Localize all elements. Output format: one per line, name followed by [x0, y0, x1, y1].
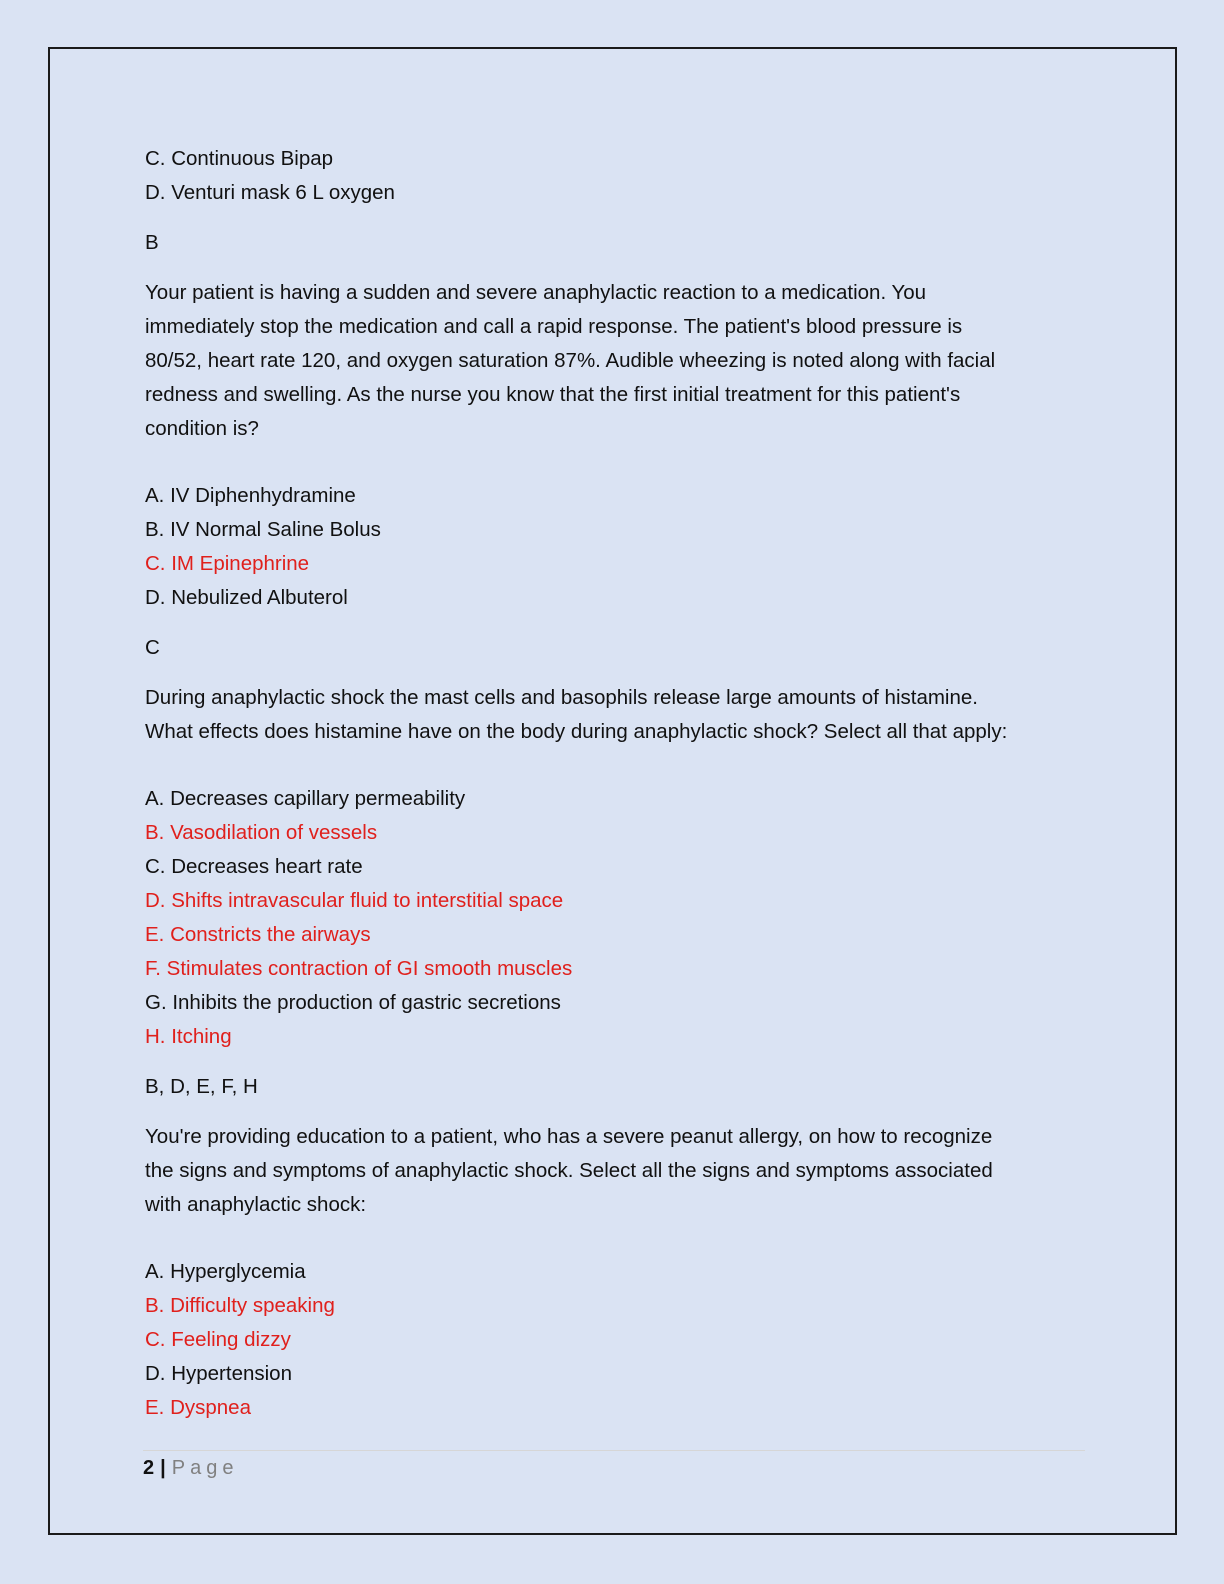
- page-number: 2: [143, 1457, 155, 1479]
- q3-option-g: G. Inhibits the production of gastric secretions: [145, 991, 561, 1014]
- page-label: Page: [171, 1457, 239, 1479]
- q2-option-c-correct: C. IM Epinephrine: [145, 552, 310, 575]
- q3-option-c: C. Decreases heart rate: [145, 855, 363, 878]
- q3-answer: B, D, E, F, H: [145, 1075, 258, 1098]
- q3-question-line: What effects does histamine have on the body during anaphylactic shock? Select all that apply:: [145, 720, 1008, 743]
- q2-question-line: Your patient is having a sudden and severe anaphylactic reaction to a medication. You: [145, 281, 927, 304]
- q4-question: [145, 1120, 1085, 1222]
- q2-answer: C: [145, 636, 160, 659]
- q3-option-b-correct: B. Vasodilation of vessels: [145, 821, 378, 844]
- q1-option-d: D. Venturi mask 6 L oxygen: [145, 181, 395, 204]
- q4-question-line: the signs and symptoms of anaphylactic shock. Select all the signs and symptoms associated: [145, 1159, 993, 1182]
- q4-question-line: with anaphylactic shock:: [145, 1193, 367, 1216]
- q2-question-line: condition is?: [145, 417, 259, 440]
- q3-option-d-correct: D. Shifts intravascular fluid to interstitial space: [145, 889, 564, 912]
- q3-option-a: A. Decreases capillary permeability: [145, 787, 466, 810]
- q2-question-line: redness and swelling. As the nurse you know that the first initial treatment for this patient's: [145, 383, 961, 406]
- q4-option-d: D. Hypertension: [145, 1362, 292, 1385]
- q4-option-b-correct: B. Difficulty speaking: [145, 1294, 335, 1317]
- q3-option-h-correct: H. Itching: [145, 1025, 232, 1048]
- footer-divider: [143, 1450, 1085, 1451]
- q2-question-line: 80/52, heart rate 120, and oxygen saturation 87%. Audible wheezing is noted along with facial: [145, 349, 996, 372]
- q2-option-a: A. IV Diphenhydramine: [145, 484, 356, 507]
- q3-option-f-correct: F. Stimulates contraction of GI smooth muscles: [145, 957, 573, 980]
- q3-option-e-correct: E. Constricts the airways: [145, 923, 371, 946]
- q2-option-d: D. Nebulized Albuterol: [145, 586, 348, 609]
- q3-question-line: During anaphylactic shock the mast cells and basophils release large amounts of histamine.: [145, 686, 978, 709]
- q4-option-a: A. Hyperglycemia: [145, 1260, 306, 1283]
- q1-answer: B: [145, 231, 159, 254]
- q1-option-c: C. Continuous Bipap: [145, 147, 334, 170]
- footer-separator: |: [160, 1457, 166, 1479]
- q4-option-c-correct: C. Feeling dizzy: [145, 1328, 291, 1351]
- q4-question-line: You're providing education to a patient, who has a severe peanut allergy, on how to recognize: [145, 1125, 993, 1148]
- page-content: [145, 142, 1085, 1425]
- q2-option-b: B. IV Normal Saline Bolus: [145, 518, 381, 541]
- q3-question: [145, 681, 1085, 749]
- q2-question-line: immediately stop the medication and call a rapid response. The patient's blood pressure is: [145, 315, 963, 338]
- page-footer: [143, 1453, 238, 1483]
- q4-option-e-correct: E. Dyspnea: [145, 1396, 251, 1419]
- q2-question: [145, 276, 1085, 446]
